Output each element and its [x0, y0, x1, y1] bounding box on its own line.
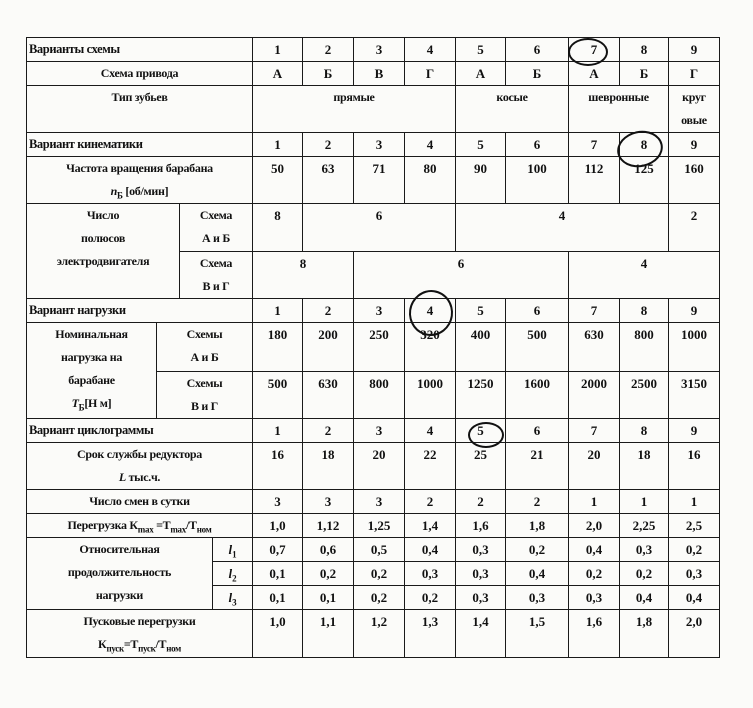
cell: 400 — [456, 323, 506, 372]
cell: 1,0 — [253, 514, 303, 538]
cell: 0,1 — [253, 586, 303, 610]
cell: 2 — [303, 419, 354, 443]
cell: 1,4 — [405, 514, 456, 538]
cell: А — [253, 62, 303, 86]
nominal-load-vg-label — [157, 372, 253, 419]
cell: 8 — [620, 38, 669, 62]
cell: 2 — [405, 490, 456, 514]
cell: 0,2 — [354, 586, 405, 610]
drum-speed-sub: Б — [117, 190, 123, 201]
poles-label — [27, 204, 180, 299]
nominal-load-unit: [Н м] — [84, 396, 112, 410]
cell: 6 — [506, 419, 569, 443]
cell: 0,1 — [303, 586, 354, 610]
cell: 4 — [405, 38, 456, 62]
cell: 5 — [456, 133, 506, 157]
cell: 4 — [405, 133, 456, 157]
tooth-straight: прямые — [253, 86, 456, 133]
cell: 8 — [620, 299, 669, 323]
shifts-row — [27, 490, 720, 514]
cell: 0,2 — [569, 562, 620, 586]
overload-sub1: max — [137, 524, 154, 535]
overload-label-b: =Т — [153, 518, 171, 532]
overload-label-c: /Т — [185, 518, 197, 532]
cell: 0,2 — [620, 562, 669, 586]
cell: 3 — [253, 490, 303, 514]
cell: 9 — [669, 299, 720, 323]
drum-speed-var: n — [110, 184, 118, 198]
cell: 25 — [456, 443, 506, 490]
cell: 16 — [253, 443, 303, 490]
load-variant-label: Вариант нагрузки — [27, 299, 253, 323]
cell: 1,4 — [456, 610, 506, 658]
kinematics-variant-label: Вариант кинематики — [27, 133, 253, 157]
cell: 630 — [303, 372, 354, 419]
relative-duration-label-2: продолжительность — [67, 565, 172, 579]
cell: 630 — [569, 323, 620, 372]
nominal-load-label — [27, 323, 157, 419]
cell: 0,3 — [669, 562, 720, 586]
nominal-load-label-2: нагрузка на — [60, 350, 123, 364]
cell: Б — [303, 62, 354, 86]
poles-vg-label-2: В и Г — [202, 279, 230, 293]
cell: А — [456, 62, 506, 86]
duration-l2-label — [213, 562, 253, 586]
poles-label-3: электродвигателя — [56, 254, 150, 268]
start-overload-row — [27, 610, 720, 658]
cell: 125 — [620, 157, 669, 204]
cell: 0,3 — [569, 586, 620, 610]
start-overload-label — [27, 610, 253, 658]
cell: 1 — [253, 38, 303, 62]
poles-label-2: полюсов — [80, 231, 126, 245]
cell: 1,8 — [506, 514, 569, 538]
cell: 1250 — [456, 372, 506, 419]
cell: 1,6 — [456, 514, 506, 538]
cell: 3 — [354, 490, 405, 514]
start-overload-label-b: =Т — [123, 637, 139, 651]
nominal-load-vg-label-2: В и Г — [190, 399, 219, 413]
cell: 0,4 — [669, 586, 720, 610]
cell: 20 — [569, 443, 620, 490]
cell: 4 — [569, 252, 720, 299]
cell: 6 — [506, 133, 569, 157]
cell: 0,2 — [405, 586, 456, 610]
overload-sub2: max — [170, 524, 186, 535]
overload-row — [27, 514, 720, 538]
cell: 90 — [456, 157, 506, 204]
variants-table — [26, 37, 720, 658]
cell: 1 — [569, 490, 620, 514]
duration-l1-label — [213, 538, 253, 562]
cell: 3 — [354, 419, 405, 443]
cell: 5 — [456, 38, 506, 62]
cell: Г — [405, 62, 456, 86]
cell: 2 — [456, 490, 506, 514]
relative-duration-label-1: Относительная — [79, 542, 160, 556]
cell: 4 — [405, 299, 456, 323]
cell: 2500 — [620, 372, 669, 419]
cell: В — [354, 62, 405, 86]
cell: 9 — [669, 133, 720, 157]
cell: 4 — [456, 204, 669, 252]
tooth-circular — [669, 86, 720, 133]
poles-vg-label — [180, 252, 253, 299]
cell: 1000 — [405, 372, 456, 419]
duration-l3-label — [213, 586, 253, 610]
load-variant-row — [27, 299, 720, 323]
service-life-label — [27, 443, 253, 490]
cell: 1,25 — [354, 514, 405, 538]
duration-l2-sub: 2 — [232, 573, 237, 584]
cell: 0,3 — [506, 586, 569, 610]
start-overload-sub2: пуск — [138, 643, 156, 654]
cell: 0,4 — [405, 538, 456, 562]
cell: 8 — [620, 133, 669, 157]
cell: 8 — [253, 252, 354, 299]
cell: Б — [620, 62, 669, 86]
cell: 2,5 — [669, 514, 720, 538]
cell: 6 — [303, 204, 456, 252]
drive-scheme-row — [27, 62, 720, 86]
cell: 0,3 — [405, 562, 456, 586]
cell: 0,3 — [456, 586, 506, 610]
cell: 7 — [569, 133, 620, 157]
cell: 71 — [354, 157, 405, 204]
start-overload-sub3: ном — [166, 643, 181, 654]
drive-scheme-label: Схема привода — [27, 62, 253, 86]
cell: 18 — [620, 443, 669, 490]
cell: 1 — [253, 133, 303, 157]
nominal-load-vg-label-1: Схемы — [186, 376, 223, 390]
scheme-variant-row — [27, 38, 720, 62]
kinematics-variant-row — [27, 133, 720, 157]
cell: 0,6 — [303, 538, 354, 562]
cell: 200 — [303, 323, 354, 372]
cell: 0,3 — [620, 538, 669, 562]
cell: 8 — [253, 204, 303, 252]
tooth-herringbone: шевронные — [569, 86, 669, 133]
cell: 0,2 — [303, 562, 354, 586]
duration-l2-var: l — [228, 566, 233, 581]
cell: 0,4 — [506, 562, 569, 586]
cell: 22 — [405, 443, 456, 490]
start-overload-label-1: Пусковые перегрузки — [83, 614, 196, 628]
start-overload-sub1: пуск — [106, 643, 124, 654]
poles-ab-label-1: Схема — [199, 208, 233, 222]
cell: 320 — [405, 323, 456, 372]
poles-label-1: Число — [86, 208, 120, 222]
cell: А — [569, 62, 620, 86]
cell: 16 — [669, 443, 720, 490]
service-life-unit: тыс.ч. — [128, 470, 161, 484]
cell: 3 — [303, 490, 354, 514]
nominal-load-label-1: Номинальная — [55, 327, 128, 341]
cell: 7 — [569, 419, 620, 443]
poles-ab-label-2: А и Б — [201, 231, 230, 245]
cell: 1,6 — [569, 610, 620, 658]
cell: 1 — [253, 299, 303, 323]
service-life-var: L — [118, 470, 126, 484]
duration-l3-sub: 3 — [232, 597, 237, 608]
cell: 9 — [669, 419, 720, 443]
cell: 0,4 — [569, 538, 620, 562]
cell: 1 — [620, 490, 669, 514]
cell: 2 — [303, 133, 354, 157]
cell: 160 — [669, 157, 720, 204]
cell: 6 — [506, 299, 569, 323]
cell: 800 — [354, 372, 405, 419]
cell: 0,2 — [669, 538, 720, 562]
cell: 180 — [253, 323, 303, 372]
cell: 100 — [506, 157, 569, 204]
relative-duration-label — [27, 538, 213, 610]
tooth-type-row — [27, 86, 720, 133]
cell: 21 — [506, 443, 569, 490]
cell: 3 — [354, 299, 405, 323]
nominal-load-ab-label-2: А и Б — [190, 350, 219, 364]
cell: 1,5 — [506, 610, 569, 658]
cell: 3 — [354, 38, 405, 62]
cell: 500 — [253, 372, 303, 419]
cell: 20 — [354, 443, 405, 490]
cell: 4 — [405, 419, 456, 443]
cell: 2,25 — [620, 514, 669, 538]
duration-l1-row — [27, 538, 720, 562]
cell: 112 — [569, 157, 620, 204]
cell: 63 — [303, 157, 354, 204]
tooth-type-label: Тип зубьев — [27, 86, 253, 133]
cell: 2,0 — [569, 514, 620, 538]
tooth-circular-1: круг — [682, 90, 706, 104]
poles-ab-label — [180, 204, 253, 252]
cell: 9 — [669, 38, 720, 62]
cell: 250 — [354, 323, 405, 372]
service-life-label-1: Срок службы редуктора — [76, 447, 202, 461]
cell: 0,1 — [253, 562, 303, 586]
tooth-circular-2: овые — [681, 113, 707, 127]
duration-l3-var: l — [228, 590, 233, 605]
cell: 1,8 — [620, 610, 669, 658]
overload-sub3: ном — [196, 524, 212, 535]
poles-vg-label-1: Схема — [199, 256, 233, 270]
nominal-load-ab-label-1: Схемы — [186, 327, 223, 341]
cell: 2000 — [569, 372, 620, 419]
cell: 2,0 — [669, 610, 720, 658]
scheme-variant-label: Варианты схемы — [27, 38, 253, 62]
cell: 2 — [669, 204, 720, 252]
cell: 8 — [620, 419, 669, 443]
cyclogram-variant-row — [27, 419, 720, 443]
cell: 3 — [354, 133, 405, 157]
nominal-load-label-3: барабане — [68, 373, 115, 387]
cell: 0,3 — [456, 562, 506, 586]
cell: 1000 — [669, 323, 720, 372]
service-life-row — [27, 443, 720, 490]
cell: 50 — [253, 157, 303, 204]
overload-label-a: Перегрузка К — [67, 518, 138, 532]
cell: 80 — [405, 157, 456, 204]
cell: Б — [506, 62, 569, 86]
cell: 7 — [569, 299, 620, 323]
cell: 3150 — [669, 372, 720, 419]
start-overload-label-c: /Т — [155, 637, 167, 651]
cell: 2 — [303, 299, 354, 323]
drum-speed-row — [27, 157, 720, 204]
cell: 0,7 — [253, 538, 303, 562]
drum-speed-label — [27, 157, 253, 204]
cell: 0,4 — [620, 586, 669, 610]
cell: 0,5 — [354, 538, 405, 562]
cell: 1 — [253, 419, 303, 443]
cell: 1,12 — [303, 514, 354, 538]
nominal-load-ab-row — [27, 323, 720, 372]
cell: 5 — [456, 419, 506, 443]
cell: 7 — [569, 38, 620, 62]
cell: 1,2 — [354, 610, 405, 658]
cell: 1 — [669, 490, 720, 514]
cell: 1,1 — [303, 610, 354, 658]
cell: 1,0 — [253, 610, 303, 658]
shifts-label: Число смен в сутки — [27, 490, 253, 514]
cell: 18 — [303, 443, 354, 490]
cell: 1,3 — [405, 610, 456, 658]
start-overload-label-a: К — [98, 637, 107, 651]
cell: 1600 — [506, 372, 569, 419]
cell: Г — [669, 62, 720, 86]
cell: 2 — [303, 38, 354, 62]
cell: 6 — [506, 38, 569, 62]
cell: 0,2 — [506, 538, 569, 562]
duration-l1-sub: 1 — [232, 549, 237, 560]
cell: 0,3 — [456, 538, 506, 562]
nominal-load-sub: Б — [78, 402, 85, 413]
relative-duration-label-3: нагрузки — [95, 588, 144, 602]
duration-l1-var: l — [228, 542, 233, 557]
cell: 6 — [354, 252, 569, 299]
overload-label — [27, 514, 253, 538]
tooth-helical: косые — [456, 86, 569, 133]
cell: 0,2 — [354, 562, 405, 586]
drum-speed-label-1: Частота вращения барабана — [66, 161, 213, 175]
nominal-load-ab-label — [157, 323, 253, 372]
cell: 2 — [506, 490, 569, 514]
drum-speed-unit: [об/мин] — [125, 184, 169, 198]
cell: 500 — [506, 323, 569, 372]
cell: 5 — [456, 299, 506, 323]
cyclogram-variant-label: Вариант циклограммы — [27, 419, 253, 443]
cell: 800 — [620, 323, 669, 372]
poles-ab-row — [27, 204, 720, 252]
nominal-load-var: T — [71, 396, 79, 410]
